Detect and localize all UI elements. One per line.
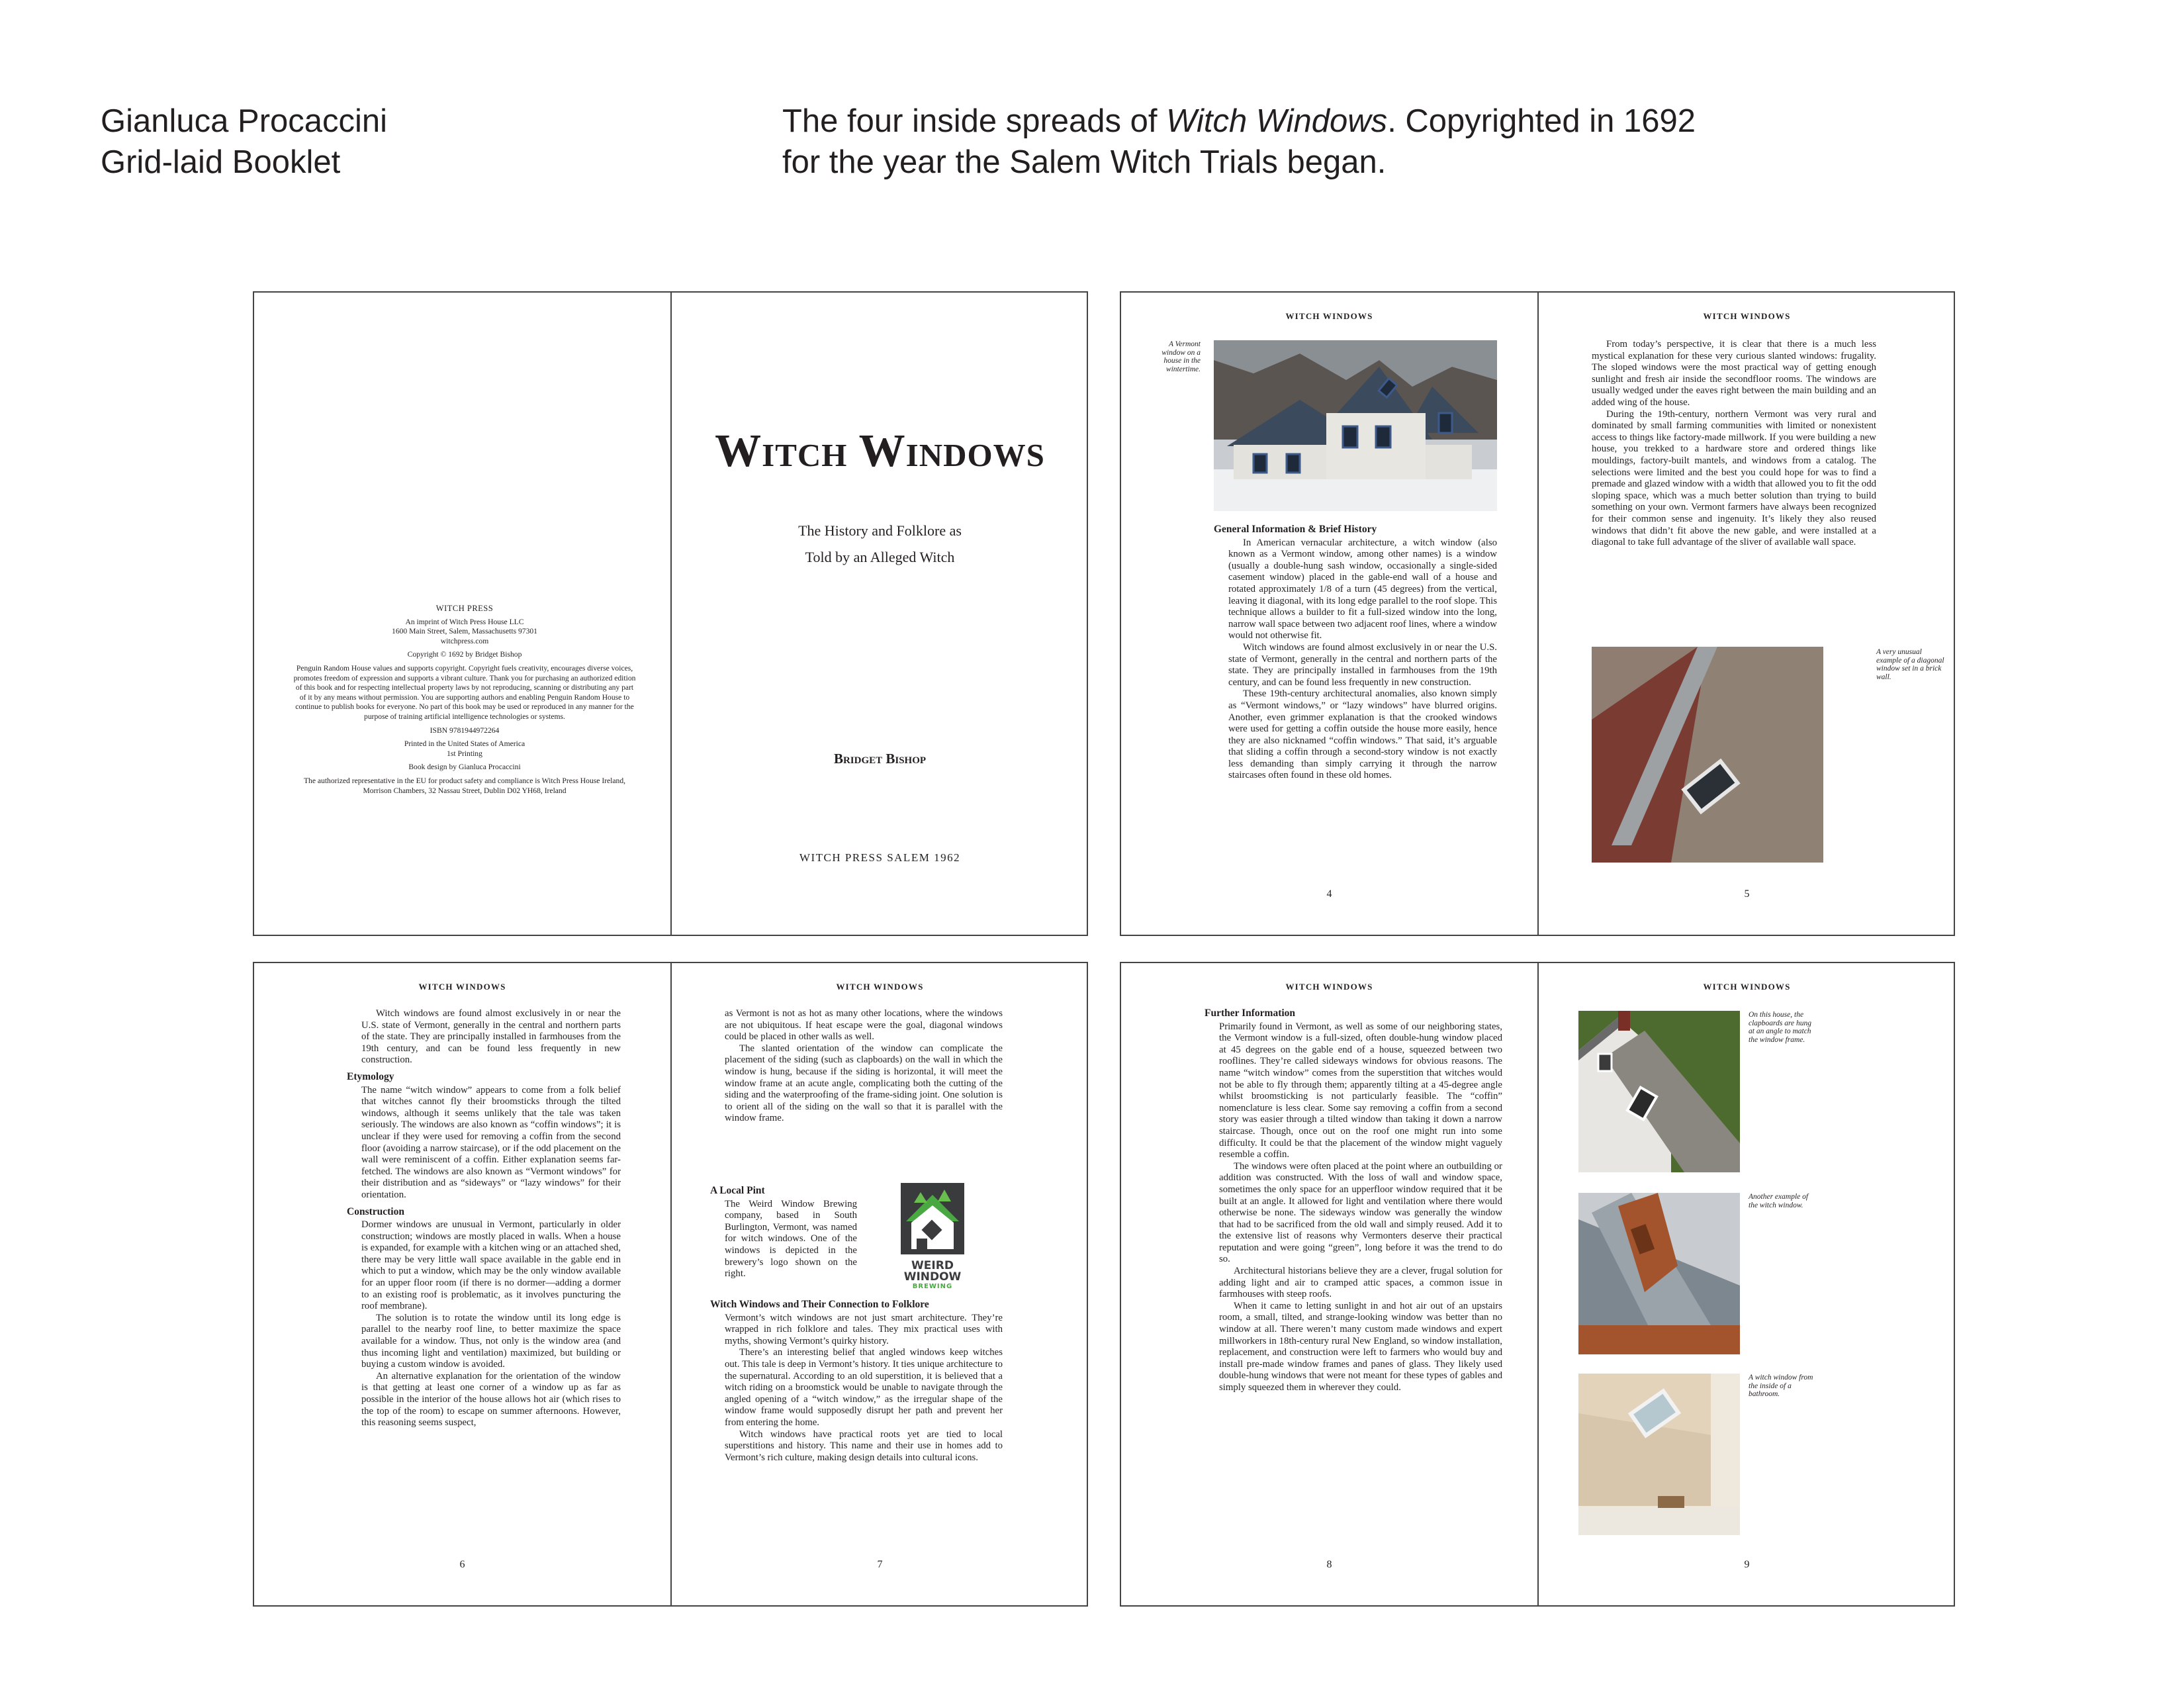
paragraph: These 19th-century architectural anomalies, also known simply as “Vermont windows,” or “lazy windows” have blurred origins. Another, even grimmer explanation is that the crooked windows were used for getting a coffin outside the house more easily, hence they are also nicknamed “coffin windows.” That said, it’s arguable that sliding a coffin through a second-story window is not exactly less demanding than simply carrying it through the narrow staircases often found in these old homes. <box>1228 688 1497 781</box>
metal-roof-photo <box>1578 1193 1740 1354</box>
paragraph: The slanted orientation of the window can complicate the placement of the siding (such as clapboards) on the wall in which the window is hung, because if the siding is horizontal, it will meet the window frame at an acute angle, complicating both the cutting of the siding and the waterproofing of the frame-siding joint. One solution is to orient all of the siding on the wall so that it is parallel with the window frame. <box>725 1043 1003 1124</box>
page-7-local <box>710 1180 857 1280</box>
paragraph: The solution is to rotate the window until its long edge is parallel to the nearby roof line, to better maximize the space available for a window. Thus, not only is the window area (and thus incoming light and ventilation) maximized, but building or buying a custom window is avoided. <box>361 1312 621 1370</box>
paragraph: There’s an interesting belief that angled windows keep witches out. This tale is deep in Vermont’s history. It ties unique architecture to the supernatural. According to an old superstition, it is believed that a witch riding on a broomstick would be unable to navigate through the angled opening of a “witch window,” as the irregular shape of the window frame would supposedly disrupt her path and prevent her from entering the home. <box>725 1347 1003 1428</box>
copyright-notice: Copyright © 1692 by Bridget Bishop <box>407 650 522 659</box>
paragraph: Primarily found in Vermont, as well as some of our neighboring states, the Vermont window is a full-sized, often double-hung window placed at 45 degrees on the gable end of a house, squeezed between two rooflines. They’re called sideways windows for obvious reasons. The name “witch window” comes from the superstition that witches would not be able to fly through them; apparently tilting at a 45-degree angle whilst broomsticking is not particularly feasible. The “coffin” nomenclature is less clear. Some say removing a coffin from a second story was easier through a tilted window than taking it down a narrow staircase. Though, once out on the roof one might run into some difficulty. It could be that the placement of the window might vaguely resemble a coffin. <box>1219 1021 1502 1160</box>
page-9 <box>1539 963 1955 1605</box>
book-title: Witch Windows <box>715 426 1045 477</box>
paragraph: From today’s perspective, it is clear that there is a much less mystical explanation for these very curious slanted windows: frugality. The sloped windows were the most practical way of getting enough sunlight and fresh air inside the secondfloor rooms. The windows are usually wedged under the eaves right between the main building and an added wing of the house. <box>1592 339 1876 408</box>
page-7-body-top <box>725 1008 1003 1125</box>
section-heading: Etymology <box>347 1070 394 1082</box>
section-heading: Further Information <box>1205 1008 1296 1019</box>
logo-word: WINDOW <box>903 1270 962 1284</box>
page-4 <box>1121 293 1537 935</box>
project-name: Grid-laid Booklet <box>101 144 341 180</box>
section-heading: General Information & Brief History <box>1214 524 1377 535</box>
publisher-name: WITCH PRESS <box>435 604 494 613</box>
page-7-folklore <box>710 1294 1003 1464</box>
logo-word: WEIRD <box>911 1259 954 1272</box>
photo-caption: Another example of the witch window. <box>1749 1193 1809 1209</box>
running-head: WITCH WINDOWS <box>1285 311 1373 321</box>
imprint-address <box>293 618 637 647</box>
page-number: 6 <box>459 1559 465 1570</box>
imprint-line: An imprint of Witch Press House LLC <box>405 617 524 626</box>
page-5 <box>1539 293 1955 935</box>
page-7 <box>672 963 1088 1605</box>
photo-caption: On this house, the clapboards are hung at an angle to match the window frame. <box>1749 1011 1811 1044</box>
paragraph: Dormer windows are unusual in Vermont, particularly in older construction; windows are mostly placed in walls. When a house is expanded, for example with a kitchen wing or an attached shed, there may be very little wall space available in the gable end in which to put a window, which may be the only window available for an upper floor room (if there is no dormer—adding a dormer to an existing roof is problematic, as it involves puncturing the roof membrane). <box>361 1219 621 1312</box>
book-subtitle <box>672 518 1088 571</box>
page-number: 8 <box>1326 1559 1332 1570</box>
logo-word: BREWING <box>912 1283 953 1290</box>
imprint-line: 1600 Main Street, Salem, Massachusetts 97301 <box>392 627 537 636</box>
header-description <box>782 101 1709 183</box>
spread-1 <box>253 291 1088 936</box>
page-8 <box>1121 963 1537 1605</box>
logo-wordmark <box>901 1260 964 1291</box>
paragraph: Witch windows are found almost exclusively in or near the U.S. state of Vermont, generally in the central and northern parts of the state. They are principally installed in farmhouses from the 19th century, and can be found less frequently in new construction. <box>361 1008 621 1066</box>
title-imprint: WITCH PRESS SALEM 1962 <box>799 851 961 864</box>
page-5-body <box>1592 339 1876 549</box>
paragraph: Witch windows have practical roots yet are tied to local superstitions and history. This name and their use in homes add to Vermont’s rich culture, making design details into cultural icons. <box>725 1429 1003 1463</box>
spread-2 <box>1120 291 1955 936</box>
paragraph: When it came to letting sunlight in and hot air out of an upstairs room, a small, tilted, and strange-looking window was better than no window at all. There weren’t many custom made windows and expert millworkers in 18th-century rural New England, so window installation, replacement, and construction were left to farmers who would buy and install pre-made window frames and panes of glass. They likely used double-hung windows that were not meant for these types of gables and simply squeezed them in wherever they could. <box>1219 1300 1502 1393</box>
photo-caption: A Vermont window on a house in the wintertime. <box>1161 340 1201 373</box>
paragraph: as Vermont is not as hot as many other locations, where the windows are not ubiquitous. If heat escape were the goal, diagonal windows could be placed in other walls as well. <box>725 1008 1003 1043</box>
page-number: 4 <box>1326 888 1332 900</box>
header-left <box>101 101 387 183</box>
design-credit: Book design by Gianluca Procaccini <box>408 763 521 772</box>
paragraph: The Weird Window Brewing company, based in South Burlington, Vermont, was named for witch windows. One of the windows is depicted in the brewery’s logo shown on the right. <box>725 1198 857 1280</box>
desc-title: Witch Windows <box>1166 103 1388 139</box>
clapboard-house-photo <box>1578 1011 1740 1172</box>
body-text <box>1214 538 1497 782</box>
page-8-body <box>1205 1003 1502 1394</box>
running-head: WITCH WINDOWS <box>836 982 924 992</box>
book-author: Bridget Bishop <box>833 751 927 767</box>
vermont-house-photo <box>1214 340 1497 511</box>
printed-in: Printed in the United States of America <box>404 739 525 749</box>
printing-number: 1st Printing <box>447 749 482 758</box>
brick-wall-window-photo <box>1592 647 1823 863</box>
desc-pre: The four inside spreads of <box>782 103 1167 139</box>
section-heading: A Local Pint <box>710 1185 765 1196</box>
running-head: WITCH WINDOWS <box>1703 311 1791 321</box>
page-number: 7 <box>877 1559 883 1570</box>
running-head: WITCH WINDOWS <box>1703 982 1791 992</box>
page-6 <box>254 963 670 1605</box>
bathroom-window-photo <box>1578 1374 1740 1535</box>
printing-info <box>293 739 637 759</box>
paragraph: The windows were often placed at the point where an outbuilding or addition was constructed. With the loss of wall and window space, sometimes the only space for an upperfloor window required that it be built at an angle. It allowed for light and ventilation where there would otherwise be none. The sideways window was generally the window that had to be sacrificed from the old wall and simply reused. Add it to the extensive list of reasons why Vermonters deserve their practical reputation and were going “green”, long before it was the trend to do so. <box>1219 1160 1502 1265</box>
running-head: WITCH WINDOWS <box>1285 982 1373 992</box>
spread-3 <box>253 962 1088 1607</box>
isbn: ISBN 9781944972264 <box>430 726 500 735</box>
subtitle-line: Told by an Alleged Witch <box>805 549 955 565</box>
page-4-body <box>1214 519 1497 782</box>
paragraph: During the 19th-century, northern Vermont was very rural and dominated by small farming communities with limited or nonexistent access to things like factory-made millwork. If you were building a new house, you trekked to a hardware store and ordered things like mouldings, factory-built mantels, and windows from a catalog. The selections were limited and the best you could hope for was to find a premade and glazed window with a width that allowed you to fit the odd sloping space, which was a much better solution than trying to build something on your own. Vermont farmers have always been recognized for their common sense and ingenuity. It’s likely they also reused windows that didn’t fit above the new gable, and were installed at a diagonal to take full advantage of the sliver of available wall space. <box>1592 408 1876 548</box>
page-number: 9 <box>1744 1559 1750 1570</box>
copyright-block <box>293 604 637 800</box>
section-heading: Construction <box>347 1205 404 1217</box>
paragraph: The name “witch window” appears to come from a folk belief that witches cannot fly their broomsticks through the tilted windows, although it seems unlikely that the tale was taken seriously. The windows are also known as “coffin windows”; it is unclear if they were used for removing a coffin from the second floor (avoiding a narrow staircase), or if the odd placement on the wall were reminiscent of a coffin. Either explanation seems far-fetched. The windows are also known as “Vermont windows” for their distribution and as “sideways” or “lazy windows” for their orientation. <box>361 1084 621 1200</box>
imprint-line: witchpress.com <box>440 636 489 645</box>
rights-text: Penguin Random House values and supports copyright. Copyright fuels creativity, encourages diverse voices, promotes freedom of expression and supports a vibrant culture. Thank you for purchasing an authorized edition of this book and for respecting intellectual property laws by not reproducing, scanning or distributing any part of it by any means without permission. You are supporting authors and enabling Penguin Random House to continue to publish books for everyone. No part of this book may be used or reproduced in any manner for the purpose of training artificial intelligence technologies or systems. <box>293 663 636 721</box>
subtitle-line: The History and Folklore as <box>798 522 962 539</box>
photo-caption: A very unusual example of a diagonal window set in a brick wall. <box>1876 648 1944 681</box>
copyright-page <box>254 293 670 935</box>
page-number: 5 <box>1744 888 1750 900</box>
section-heading: Witch Windows and Their Connection to Folklore <box>710 1299 929 1310</box>
author-name: Gianluca Procaccini <box>101 103 388 139</box>
paragraph: Vermont’s witch windows are not just smart architecture. They’re wrapped in rich folklore and tales. They mix practical uses with myths, showing Vermont’s quirky history. <box>725 1312 1003 1346</box>
title-page <box>672 293 1088 935</box>
desc-post: . Copyrighted in 1692 for the year the Salem Witch Trials began. <box>782 103 1696 180</box>
paragraph: Witch windows are found almost exclusively in or near the U.S. state of Vermont, generally in the central and northern parts of the state. They are principally installed in farmhouses from the 19th century, and can be found less frequently in new construction. <box>1228 641 1497 688</box>
page-6-body <box>347 1008 621 1429</box>
paragraph: In American vernacular architecture, a witch window (also known as a Vermont window, among other names) is a window (usually a double-hung sash window, occasionally a single-sided casement window) placed in the gable-end wall of a house and rotated approximately 1/8 of a turn (45 degrees) from the vertical, leaving it diagonal, with its long edge parallel to the roof slope. This technique allows a builder to fit a full-sized window into the long, narrow wall space between two adjacent roof lines, where a window would not otherwise fit. <box>1228 537 1497 641</box>
weird-window-logo <box>901 1183 964 1290</box>
eu-representative: The authorized representative in the EU for product safety and compliance is Witch Press House Ireland, Morrison Chambers, 32 Nassau Street, Dublin D02 YH68, Ireland <box>303 776 626 795</box>
photo-caption: A witch window from the inside of a bathroom. <box>1749 1374 1813 1398</box>
running-head: WITCH WINDOWS <box>418 982 506 992</box>
spread-4 <box>1120 962 1955 1607</box>
paragraph: An alternative explanation for the orientation of the window is that getting at least one corner of a window up as far as possible in the interior of the house allows hot air (which rises to the top of the room) to escape on summer afternoons. However, this reasoning seems suspect, <box>361 1370 621 1429</box>
paragraph: Architectural historians believe they are a clever, frugal solution for adding light and air to cramped attic spaces, a common issue in farmhouses with steep roofs. <box>1219 1266 1502 1300</box>
